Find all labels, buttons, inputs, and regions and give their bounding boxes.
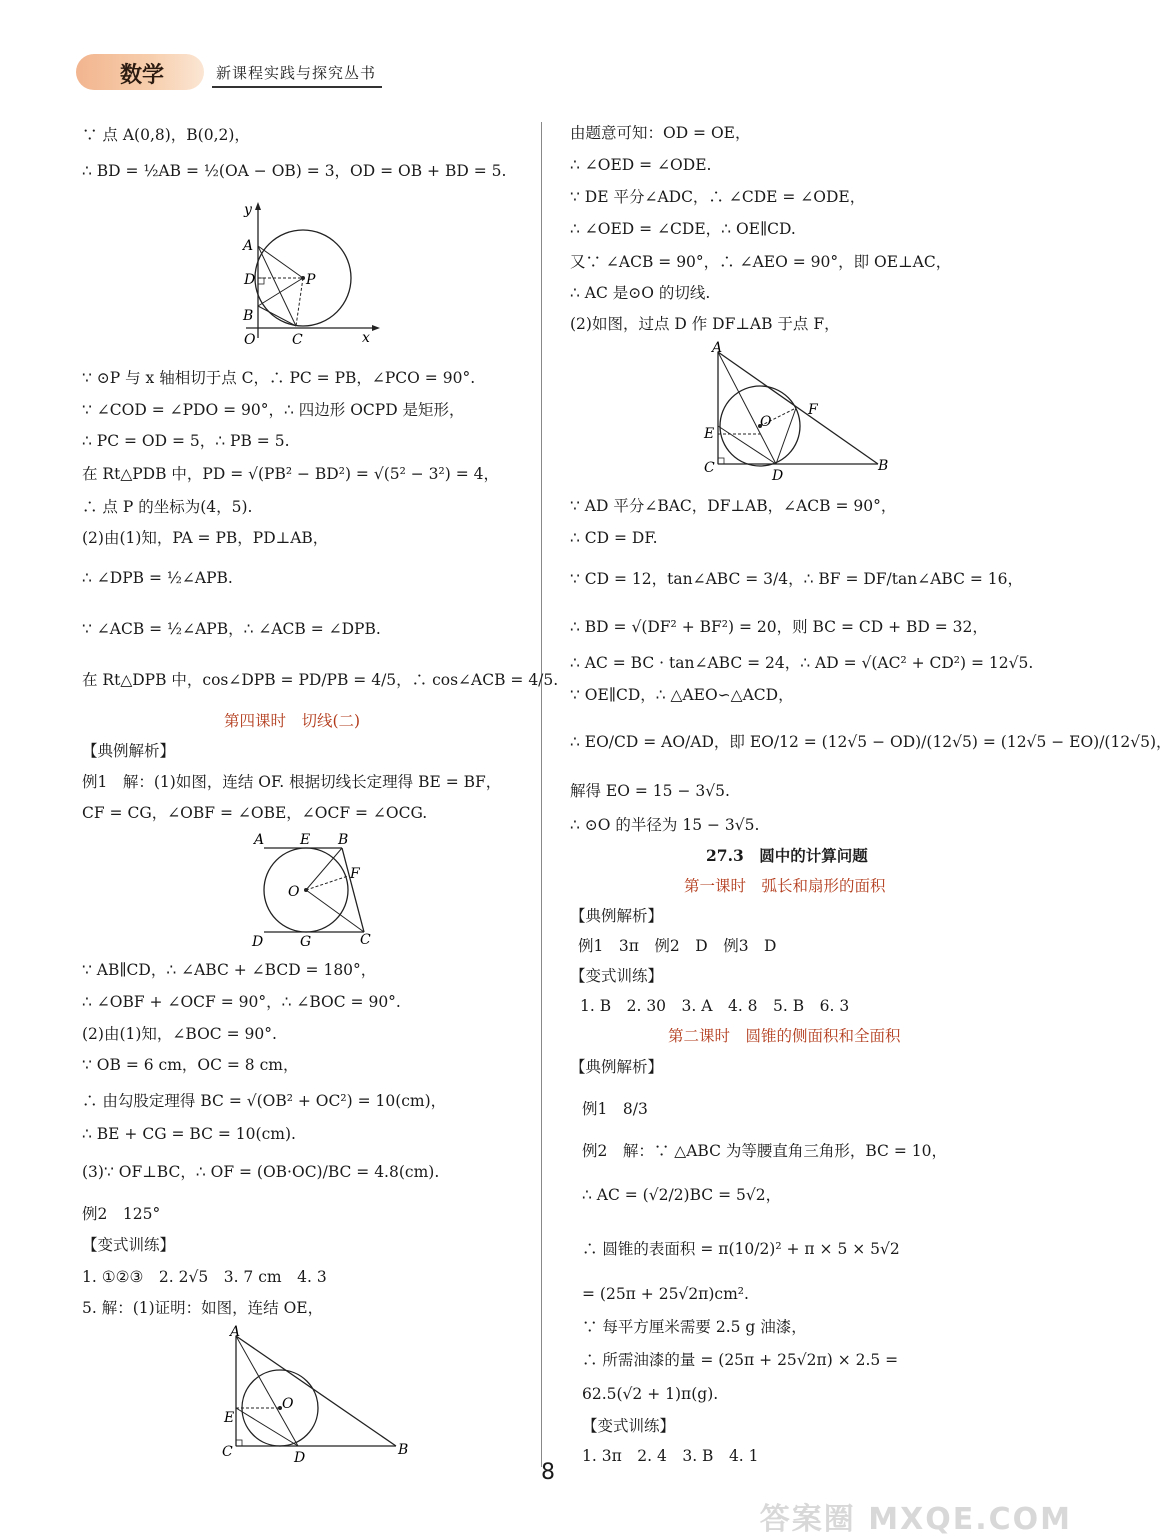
text-line: 例2 125° (82, 1205, 161, 1223)
text-line: ∴ 由勾股定理得 BC = √(OB² + OC²) = 10(cm)， (82, 1092, 447, 1110)
text-line: ∴ ∠DPB = ½∠APB. (82, 569, 233, 587)
label-B: B (398, 1442, 409, 1458)
text-line: 【变式训练】 (570, 967, 664, 985)
text-line: 例1 解：(1)如图，连结 OF. 根据切线长定理得 BE = BF， (82, 773, 502, 791)
text-line: ∵ AD 平分∠BAC，DF⊥AB，∠ACB = 90°， (570, 497, 897, 515)
figure-trapezoid-circle (242, 828, 392, 950)
label-x: x (362, 330, 370, 346)
text-line: ∵ ⊙P 与 x 轴相切于点 C，∴ PC = PB，∠PCO = 90°. (82, 369, 476, 387)
label-B: B (878, 458, 889, 474)
section-title: 第一课时 弧长和扇形的面积 (684, 877, 886, 895)
text-line: ∴ AC = BC · tan∠ABC = 24，∴ AD = √(AC² + CD²) = 12√5. (570, 654, 1034, 672)
label-C: C (292, 332, 303, 348)
text-line: CF = CG，∠OBF = ∠OBE，∠OCF = ∠OCG. (82, 804, 428, 822)
text-line: ∴ PC = OD = 5，∴ PB = 5. (82, 432, 290, 450)
text-line: ∴ AC 是⊙O 的切线. (570, 284, 711, 302)
text-line: ∴ AC = (√2/2)BC = 5√2， (582, 1186, 782, 1204)
text-line: ∵ CD = 12，tan∠ABC = 3/4，∴ BF = DF/tan∠ABC = 16， (570, 570, 1024, 588)
text-line: ∴ ⊙O 的半径为 15 − 3√5. (570, 816, 760, 834)
figure-triangle-circle-df (700, 338, 900, 483)
header-underline (212, 86, 382, 88)
text-line: 1. ①②③ 2. 2√5 3. 7 cm 4. 3 (82, 1268, 327, 1286)
label-O: O (760, 414, 772, 430)
subject-title: 数学 (120, 63, 165, 88)
text-line: 例1 3π 例2 D 例3 D (578, 937, 777, 955)
text-line: (2)由(1)知，∠BOC = 90°. (82, 1025, 277, 1043)
text-line: ∴ CD = DF. (570, 529, 658, 547)
label-P: P (306, 272, 316, 288)
text-line: 【变式训练】 (582, 1417, 676, 1435)
text-line: ∵ ∠ACB = ½∠APB，∴ ∠ACB = ∠DPB. (82, 620, 381, 638)
text-line: 例1 8/3 (582, 1100, 648, 1118)
label-A: A (243, 238, 254, 254)
text-line: ∴ 所需油漆的量 = (25π + 25√2π) × 2.5 = (582, 1351, 899, 1369)
text-line: ∴ EO/CD = AO/AD，即 EO/12 = (12√5 − OD)/(12√5) = (12√5 − EO)/(12√5)， (570, 733, 1172, 751)
text-line: (2)如图，过点 D 作 DF⊥AB 于点 F， (570, 315, 840, 333)
text-line: (2)由(1)知，PA = PB，PD⊥AB， (82, 529, 329, 547)
figure-right-triangle-circle (218, 1322, 418, 1466)
column-divider (541, 122, 542, 1467)
label-F: F (808, 402, 818, 418)
label-B: B (338, 832, 349, 848)
section-heading: 27.3 圆中的计算问题 (706, 846, 868, 865)
label-F: F (350, 866, 360, 882)
text-line: 【典例解析】 (82, 742, 176, 760)
label-D: D (772, 468, 784, 484)
label-A: A (712, 340, 723, 356)
text-line: 由题意可知：OD = OE， (570, 124, 751, 142)
label-y: y (244, 202, 252, 218)
text-line: ∴ BD = ½AB = ½(OA − OB) = 3，OD = OB + BD = 5. (82, 162, 507, 180)
label-O: O (282, 1396, 294, 1412)
text-line: 5. 解：(1)证明：如图，连结 OE， (82, 1299, 324, 1317)
text-line: 又∵ ∠ACB = 90°，∴ ∠AEO = 90°，即 OE⊥AC， (570, 253, 952, 271)
label-D: D (244, 272, 256, 288)
text-line: ∵ OE∥CD，∴ △AEO∽△ACD， (570, 686, 794, 704)
text-line: ∵ 点 A(0,8)，B(0,2)， (82, 126, 250, 144)
figure-circle-p-axes (228, 198, 388, 350)
text-line: 【典例解析】 (570, 1058, 664, 1076)
watermark: 答案圈 MXQE.COM (759, 1502, 1072, 1537)
page-number: 8 (541, 1460, 555, 1485)
label-A: A (254, 832, 265, 848)
label-E: E (224, 1410, 235, 1426)
text-line: ∴ 点 P 的坐标为(4，5). (82, 498, 253, 516)
label-B: B (243, 308, 254, 324)
text-line: 例2 解：∵ △ABC 为等腰直角三角形，BC = 10， (582, 1142, 947, 1160)
label-G: G (300, 934, 312, 950)
text-line: 在 Rt△DPB 中，cos∠DPB = PD/PB = 4/5，∴ cos∠ACB = 4/5. (82, 671, 559, 689)
label-D: D (294, 1450, 306, 1466)
text-line: ∵ AB∥CD，∴ ∠ABC + ∠BCD = 180°， (82, 961, 377, 979)
text-line: ∴ 圆锥的表面积 = π(10/2)² + π × 5 × 5√2 (582, 1240, 900, 1258)
text-line: ∴ ∠OBF + ∠OCF = 90°，∴ ∠BOC = 90°. (82, 993, 401, 1011)
label-O: O (244, 332, 256, 348)
text-line: = (25π + 25√2π)cm². (582, 1285, 749, 1303)
text-line: ∴ ∠OED = ∠CDE，∴ OE∥CD. (570, 220, 796, 238)
text-line: 62.5(√2 + 1)π(g). (582, 1385, 719, 1403)
text-line: 1. 3π 2. 4 3. B 4. 1 (582, 1447, 759, 1465)
text-line: 在 Rt△PDB 中，PD = √(PB² − BD²) = √(5² − 3²) = 4， (82, 465, 500, 483)
label-C: C (360, 932, 371, 948)
label-C: C (222, 1444, 233, 1460)
text-line: ∴ BD = √(DF² + BF²) = 20，则 BC = CD + BD = 32， (570, 618, 988, 636)
label-E: E (704, 426, 715, 442)
text-line: 1. B 2. 30 3. A 4. 8 5. B 6. 3 (580, 997, 850, 1015)
label-O: O (288, 884, 300, 900)
text-line: ∵ DE 平分∠ADC，∴ ∠CDE = ∠ODE， (570, 188, 866, 206)
text-line: ∴ BE + CG = BC = 10(cm). (82, 1125, 296, 1143)
series-title: 新课程实践与探究丛书 (216, 64, 377, 82)
text-line: ∵ ∠COD = ∠PDO = 90°，∴ 四边形 OCPD 是矩形， (82, 401, 465, 419)
text-line: 解得 EO = 15 − 3√5. (570, 782, 730, 800)
text-line: 【典例解析】 (570, 907, 664, 925)
label-C: C (704, 460, 715, 476)
section-title: 第四课时 切线(二) (224, 712, 361, 730)
label-A: A (230, 1324, 241, 1340)
text-line: (3)∵ OF⊥BC，∴ OF = (OB·OC)/BC = 4.8(cm). (82, 1163, 440, 1181)
label-D: D (252, 934, 264, 950)
section-title: 第二课时 圆锥的侧面积和全面积 (668, 1027, 901, 1045)
text-line: 【变式训练】 (82, 1236, 176, 1254)
label-E: E (300, 832, 311, 848)
text-line: ∴ ∠OED = ∠ODE. (570, 156, 712, 174)
text-line: ∵ OB = 6 cm，OC = 8 cm， (82, 1056, 299, 1074)
text-line: ∵ 每平方厘米需要 2.5 g 油漆， (582, 1318, 807, 1336)
